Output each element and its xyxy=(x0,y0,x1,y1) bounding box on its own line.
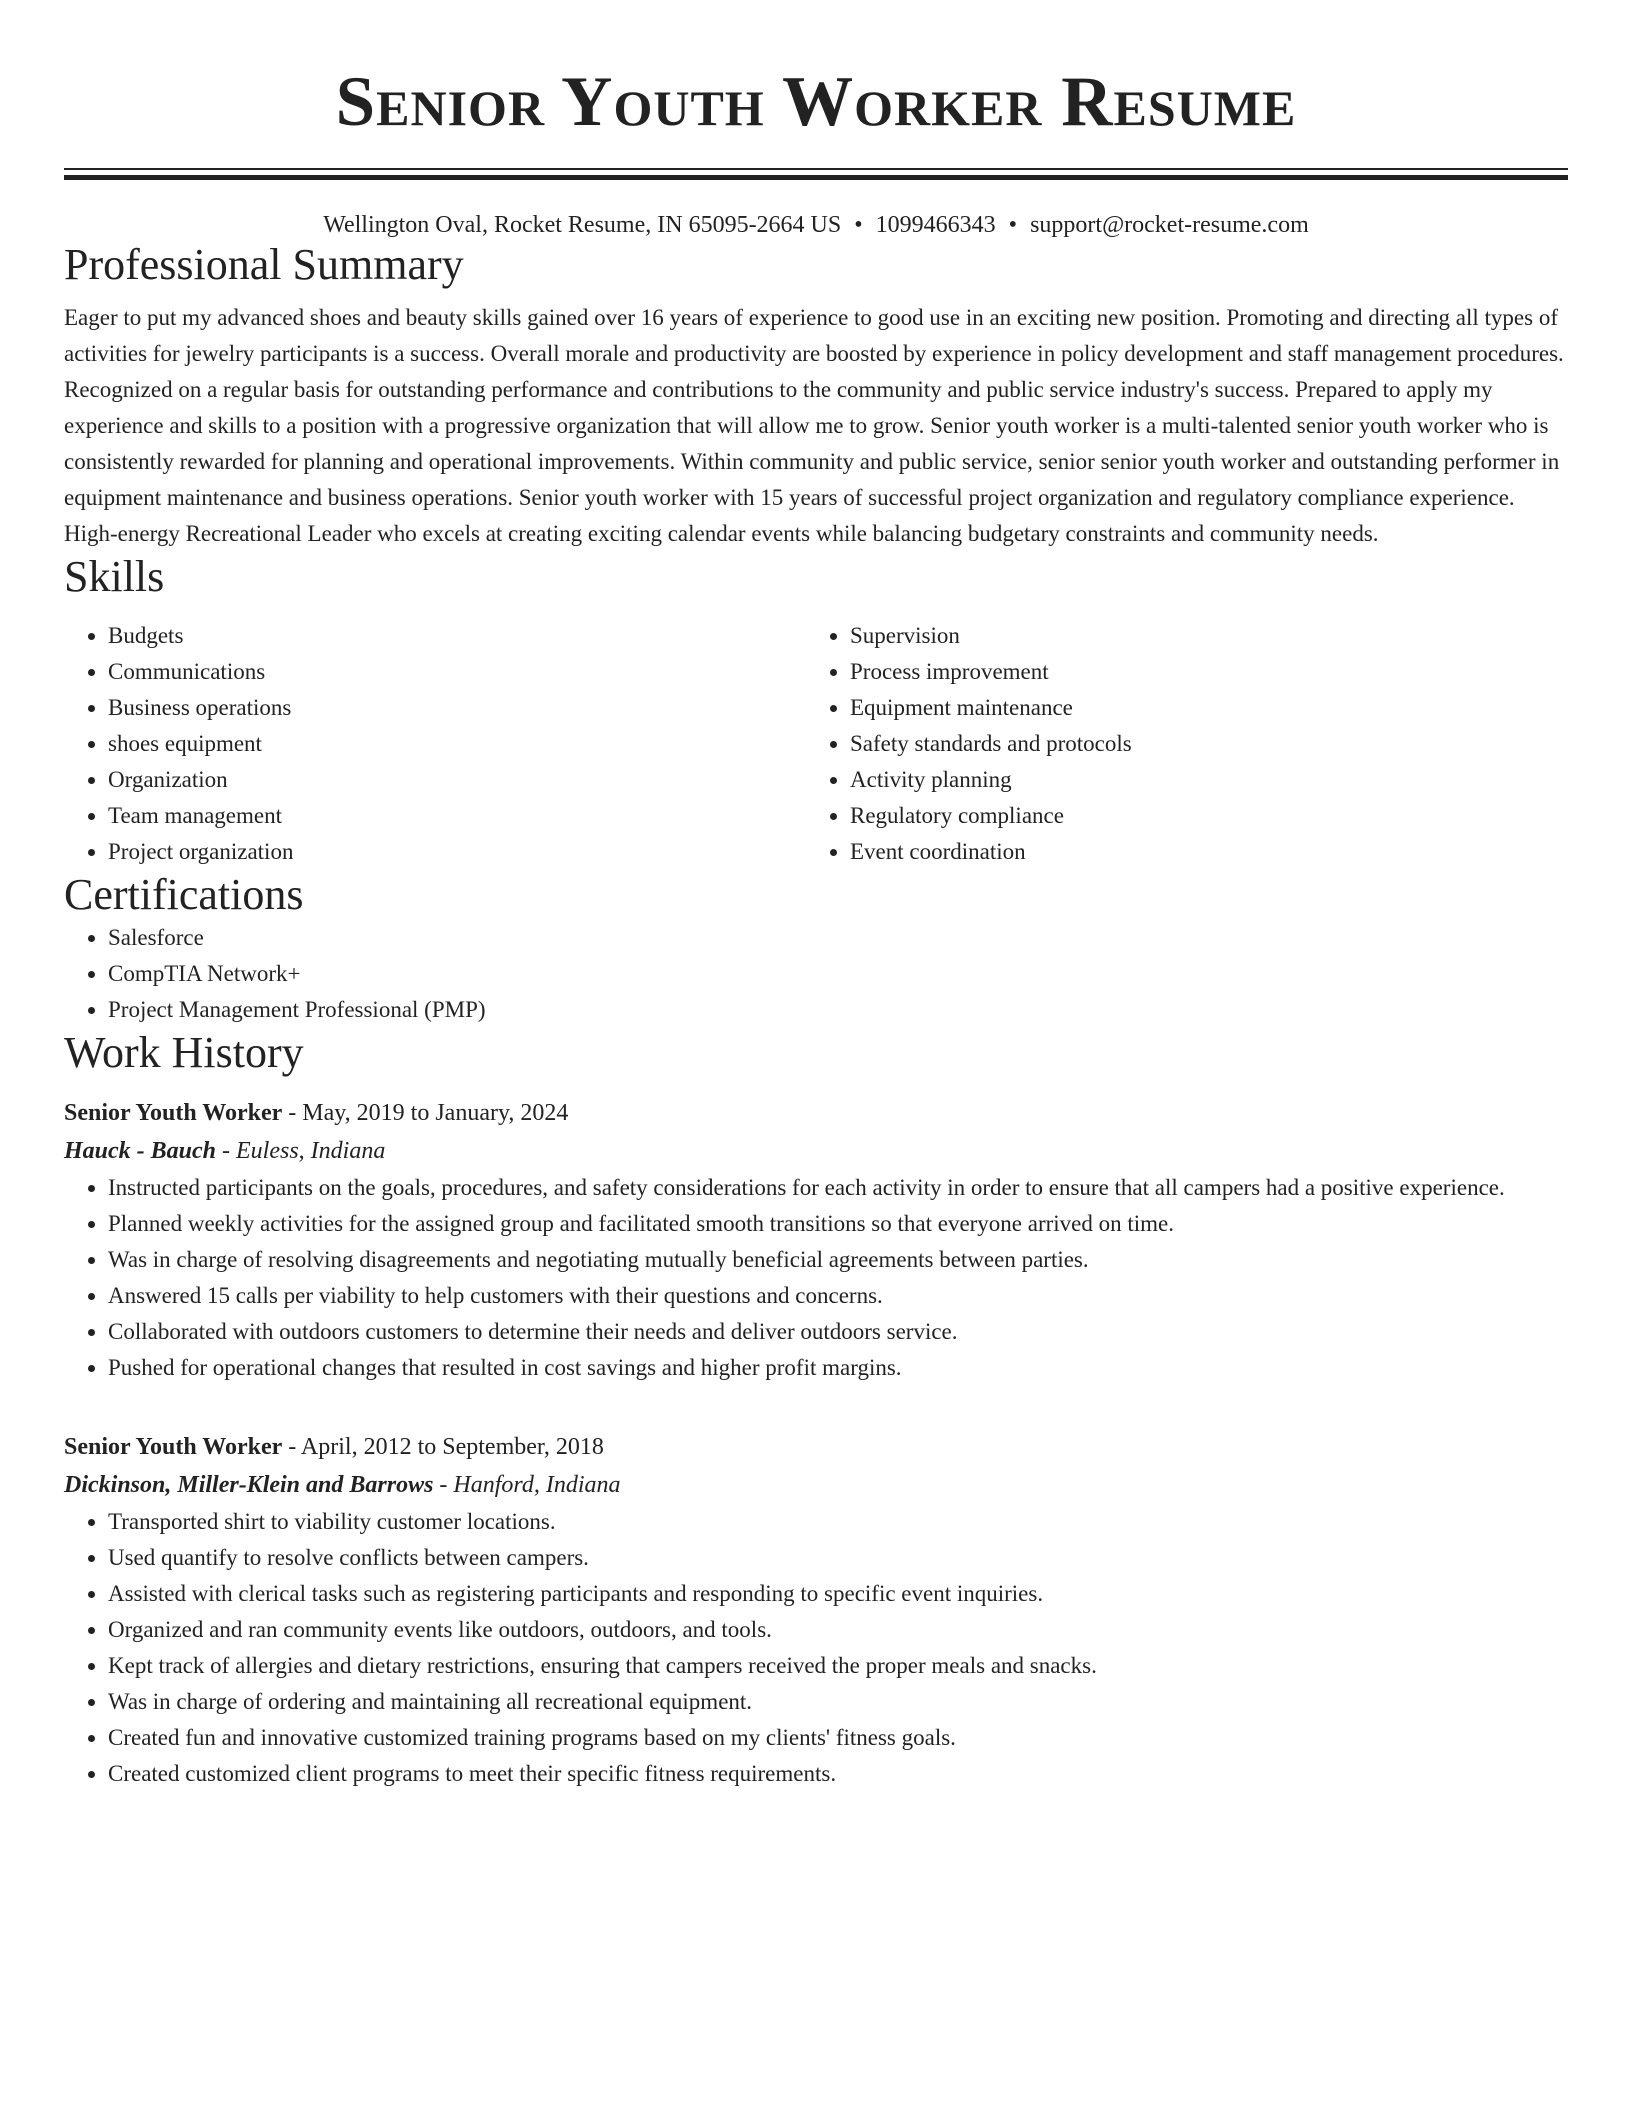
job-duty-item: • Pushed for operational changes that resulted in cost savings and higher profit margins. xyxy=(108,1350,1568,1386)
job-duty-item: • Instructed participants on the goals, procedures, and safety considerations for each activity in order to ensure that all campers had a positive experience. xyxy=(108,1170,1568,1206)
skill-item: • Budgets xyxy=(108,618,806,654)
job-duty-item: • Created fun and innovative customized training programs based on my clients' fitness goals. xyxy=(108,1720,1568,1756)
contact-separator: • xyxy=(854,212,863,238)
job-entry xyxy=(64,1428,1568,1792)
job-dates: - April, 2012 to September, 2018 xyxy=(282,1434,604,1460)
job-duties-list xyxy=(64,1170,1568,1386)
contact-separator: • xyxy=(1008,212,1018,238)
job-duty-item: • Transported shirt to viability customer locations. xyxy=(108,1504,1568,1540)
skill-item: • Regulatory compliance xyxy=(850,798,1548,834)
job-duty-item: • Used quantify to resolve conflicts between campers. xyxy=(108,1540,1568,1576)
skill-item: • Team management xyxy=(108,798,806,834)
contact-address: Wellington Oval, Rocket Resume, IN 65095-2664 US xyxy=(323,212,842,238)
resume-title: Senior Youth Worker Resume xyxy=(335,63,1297,141)
job-duty-item: • Created customized client programs to meet their specific fitness requirements. xyxy=(108,1756,1568,1792)
job-location: - Euless, Indiana xyxy=(216,1138,386,1164)
skill-item: • Supervision xyxy=(850,618,1548,654)
contact-phone: 1099466343 xyxy=(875,212,996,238)
skills-column-right xyxy=(806,618,1548,870)
skill-item: • Process improvement xyxy=(850,654,1548,690)
skill-item: • Business operations xyxy=(108,690,806,726)
skill-item: • Project organization xyxy=(108,834,806,870)
job-dates: - May, 2019 to January, 2024 xyxy=(282,1100,569,1126)
skill-item: • Safety standards and protocols xyxy=(850,726,1548,762)
job-company: Dickinson, Miller-Klein and Barrows xyxy=(64,1472,434,1498)
title-divider-thick xyxy=(64,175,1568,180)
job-duty-item: • Organized and ran community events like outdoors, outdoors, and tools. xyxy=(108,1612,1568,1648)
contact-line xyxy=(64,210,1568,240)
skills-list-left xyxy=(64,618,806,870)
skill-item: • Equipment maintenance xyxy=(850,690,1548,726)
job-title-line xyxy=(64,1094,1568,1132)
job-location: - Hanford, Indiana xyxy=(433,1472,621,1498)
job-duty-item: • Was in charge of resolving disagreements and negotiating mutually beneficial agreements between parties. xyxy=(108,1242,1568,1278)
job-duty-item: • Assisted with clerical tasks such as registering participants and responding to specific event inquiries. xyxy=(108,1576,1568,1612)
job-title: Senior Youth Worker xyxy=(64,1434,283,1460)
summary-heading: Professional Summary xyxy=(64,240,464,289)
summary-text: Eager to put my advanced shoes and beauty skills gained over 16 years of experience to good use in an exciting new position. Promoting and directing all types of activities for jewelry participants is a success. Overall morale and productivity are boosted by experience in policy development and staff management procedures. Recognized on a regular basis for outstanding performance and contributions to the community and public service industry's success. Prepared to apply my experience and skills to a position with a progressive organization that will allow me to grow. Senior youth worker is a multi-talented senior youth worker who is consistently rewarded for planning and operational improvements. Within community and public service, senior senior youth worker and outstanding performer in equipment maintenance and business operations. Senior youth worker with 15 years of successful project organization and regulatory compliance experience. High-energy Recreational Leader who excels at creating exciting calendar events while balancing budgetary constraints and community needs. xyxy=(64,305,1564,546)
certifications-heading: Certifications xyxy=(64,870,304,919)
job-title: Senior Youth Worker xyxy=(64,1100,283,1126)
work-history-heading: Work History xyxy=(64,1028,304,1077)
certifications-list xyxy=(64,920,1568,1028)
skill-item: • Organization xyxy=(108,762,806,798)
certification-item: • Salesforce xyxy=(108,920,1568,956)
job-entry xyxy=(64,1094,1568,1386)
certification-item: • CompTIA Network+ xyxy=(108,956,1568,992)
job-duties-list xyxy=(64,1504,1568,1792)
skills-column-left xyxy=(64,618,806,870)
job-duty-item: • Planned weekly activities for the assigned group and facilitated smooth transitions so that everyone arrived on time. xyxy=(108,1206,1568,1242)
job-duty-item: • Kept track of allergies and dietary restrictions, ensuring that campers received the proper meals and snacks. xyxy=(108,1648,1568,1684)
skill-item: • Communications xyxy=(108,654,806,690)
skills-list-right xyxy=(806,618,1548,870)
skills-heading: Skills xyxy=(64,552,165,601)
job-company-line xyxy=(64,1132,1568,1170)
title-divider-thin xyxy=(64,168,1568,170)
job-duty-item: • Answered 15 calls per viability to help customers with their questions and concerns. xyxy=(108,1278,1568,1314)
job-title-line xyxy=(64,1428,1568,1466)
job-duty-item: • Collaborated with outdoors customers to determine their needs and deliver outdoors service. xyxy=(108,1314,1568,1350)
skill-item: • shoes equipment xyxy=(108,726,806,762)
skills-columns xyxy=(64,618,1568,870)
skill-item: • Event coordination xyxy=(850,834,1548,870)
job-company: Hauck - Bauch xyxy=(64,1138,217,1164)
job-duty-item: • Was in charge of ordering and maintaining all recreational equipment. xyxy=(108,1684,1568,1720)
skill-item: • Activity planning xyxy=(850,762,1548,798)
contact-email[interactable]: support@rocket-resume.com xyxy=(1030,212,1309,238)
job-company-line xyxy=(64,1466,1568,1504)
certification-item: • Project Management Professional (PMP) xyxy=(108,992,1568,1028)
